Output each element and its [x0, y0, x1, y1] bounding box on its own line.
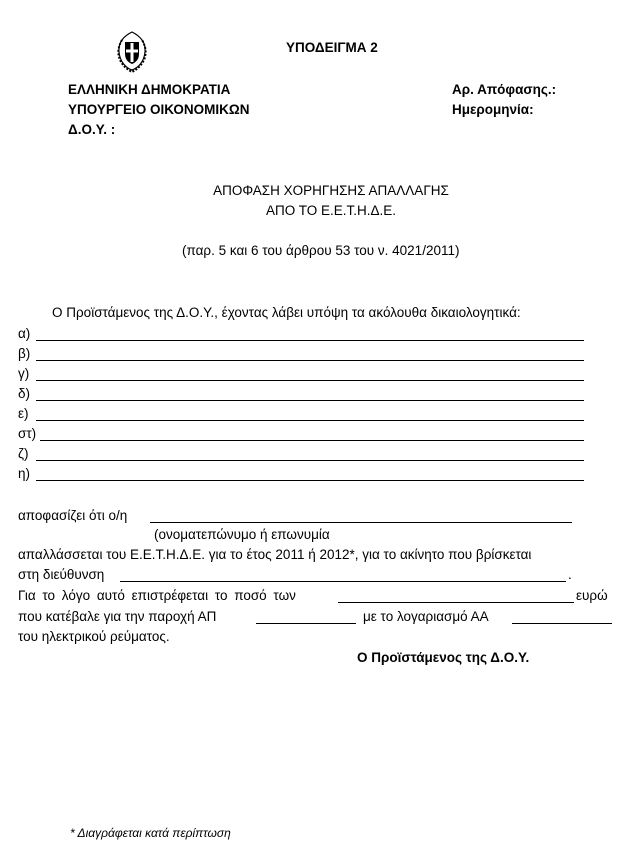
- beneficiary-name-field[interactable]: [150, 522, 572, 523]
- name-hint: (ονοματεπώνυμο ή επωνυμία: [154, 527, 330, 542]
- currency-label: ευρώ: [576, 588, 608, 603]
- document-subtitle: ΑΠΟ ΤΟ Ε.Ε.Τ.Η.Δ.Ε.: [265, 203, 397, 218]
- template-label: ΥΠΟΔΕΙΓΜΑ 2: [286, 40, 378, 55]
- greek-coat-of-arms-icon: [110, 28, 154, 74]
- item-label-d: δ): [18, 386, 31, 401]
- item-line-a[interactable]: [36, 340, 584, 341]
- item-line-z[interactable]: [36, 460, 584, 461]
- item-label-e: ε): [18, 406, 29, 421]
- document-title: ΑΠΟΦΑΣΗ ΧΟΡΗΓΗΣΗΣ ΑΠΑΛΛΑΓΗΣ: [213, 183, 449, 198]
- item-line-c[interactable]: [36, 380, 584, 381]
- paid-text: που κατέβαλε για την παροχή ΑΠ: [18, 609, 217, 624]
- refund-text: Για το λόγο αυτό επιστρέφεται το ποσό των: [18, 588, 296, 603]
- item-label-c: γ): [18, 366, 30, 381]
- item-line-h[interactable]: [36, 480, 584, 481]
- account-text: με το λογαριασμό ΑΑ: [363, 609, 489, 624]
- date-label: Ημερομηνία:: [452, 102, 534, 117]
- footnote: * Διαγράφεται κατά περίπτωση: [70, 826, 231, 840]
- account-number-field[interactable]: [512, 623, 612, 624]
- legal-reference: (παρ. 5 και 6 του άρθρου 53 του ν. 4021/2011): [182, 243, 460, 258]
- supply-number-field[interactable]: [256, 623, 356, 624]
- intro-text: Ο Προϊστάμενος της Δ.Ο.Υ., έχοντας λάβει υπόψη τα ακόλουθα δικαιολογητικά:: [52, 305, 521, 320]
- republic-label: ΕΛΛΗΝΙΚΗ ΔΗΜΟΚΡΑΤΙΑ: [68, 82, 231, 97]
- address-field[interactable]: [120, 581, 566, 582]
- item-label-h: η): [18, 466, 31, 481]
- electricity-text: του ηλεκτρικού ρεύματος.: [18, 629, 170, 644]
- signature-label: Ο Προϊστάμενος της Δ.Ο.Υ.: [357, 650, 530, 665]
- item-label-z: ζ): [18, 446, 29, 461]
- item-line-b[interactable]: [36, 360, 584, 361]
- exemption-text: απαλλάσσεται του Ε.Ε.Τ.Η.Δ.Ε. για το έτος 2011 ή 2012*, για το ακίνητο που βρίσκεται: [18, 547, 532, 562]
- decides-text: αποφασίζει ότι ο/η: [18, 508, 128, 523]
- tax-office-label: Δ.Ο.Υ. :: [68, 122, 116, 137]
- refund-amount-field[interactable]: [338, 602, 574, 603]
- decision-number-label: Αρ. Απόφασης.:: [452, 82, 557, 97]
- address-period: .: [568, 567, 572, 582]
- ministry-label: ΥΠΟΥΡΓΕΙΟ ΟΙΚΟΝΟΜΙΚΩΝ: [68, 102, 250, 117]
- item-label-b: β): [18, 346, 31, 361]
- item-line-d[interactable]: [36, 400, 584, 401]
- item-label-a: α): [18, 326, 31, 341]
- address-label: στη διεύθυνση: [18, 567, 105, 582]
- item-label-st: στ): [18, 426, 37, 441]
- item-line-st[interactable]: [40, 440, 584, 441]
- item-line-e[interactable]: [36, 420, 584, 421]
